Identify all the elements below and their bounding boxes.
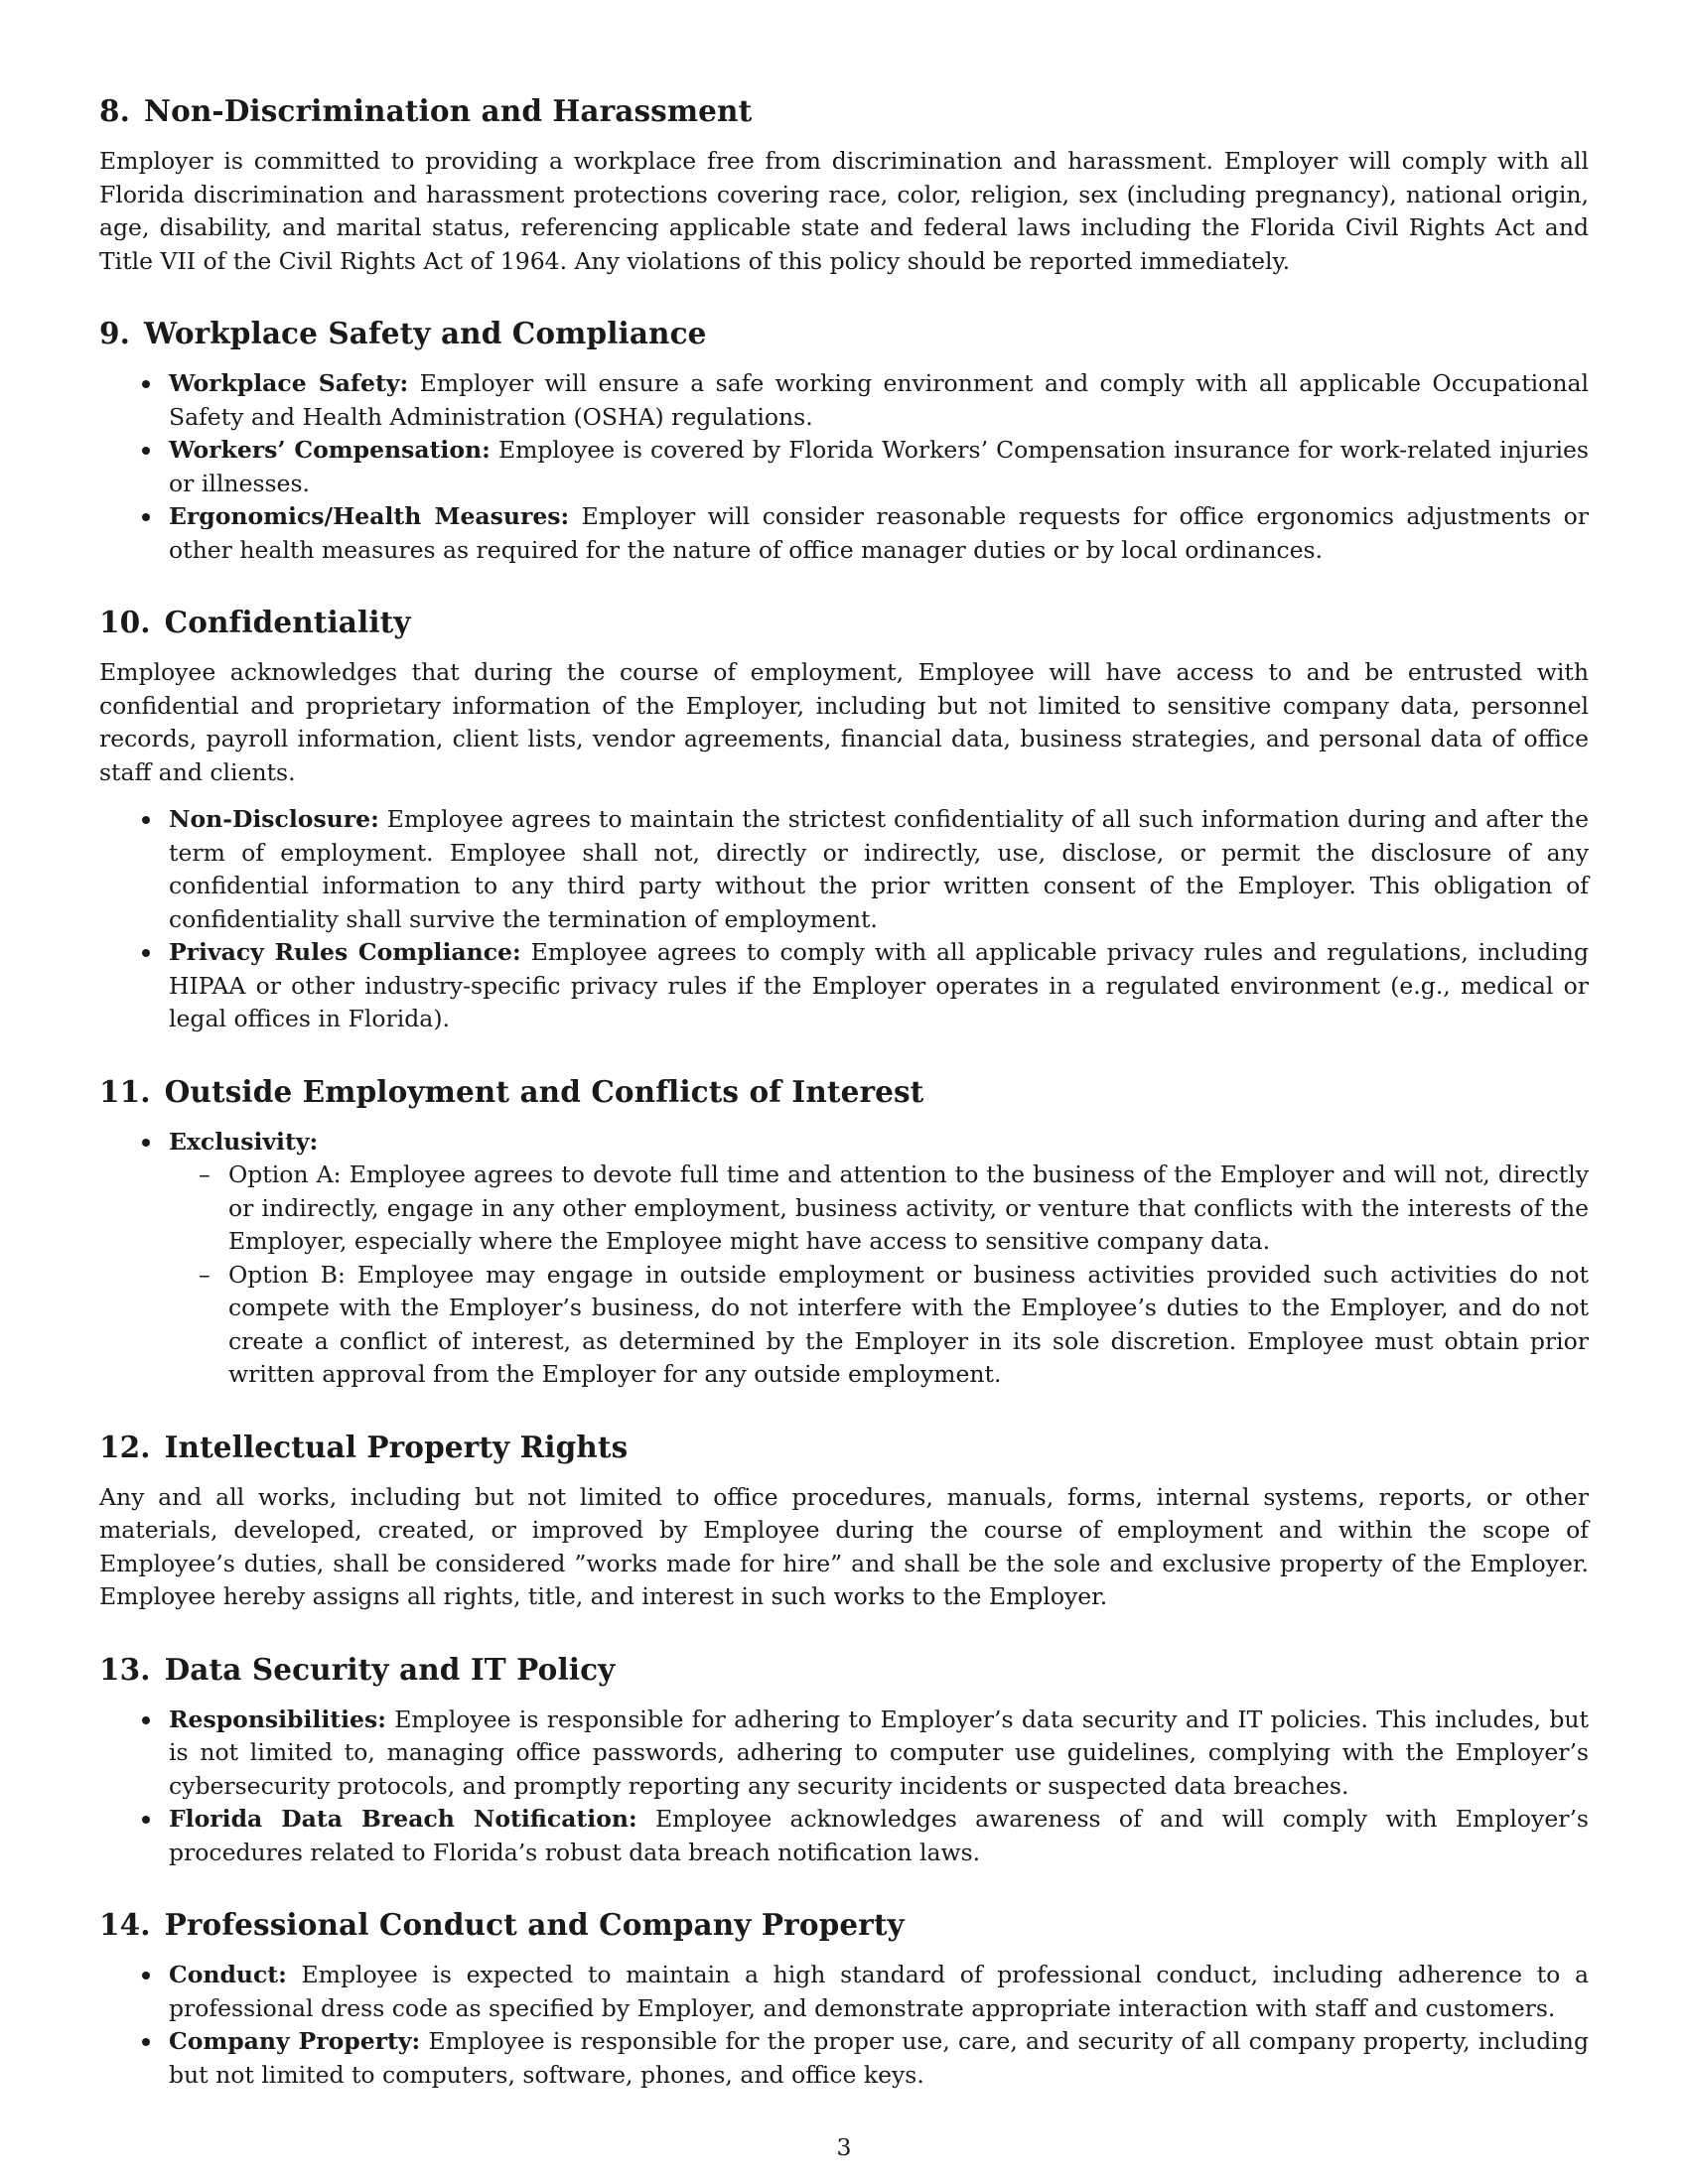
section-9 xyxy=(99,314,1589,567)
item-label: Non-Disclosure: xyxy=(169,805,379,833)
bullet-list xyxy=(99,1126,1589,1392)
section-heading xyxy=(99,1072,1589,1112)
bullet-icon xyxy=(142,816,150,824)
section-title: Workplace Safety and Compliance xyxy=(144,316,707,350)
section-number: 11. xyxy=(99,1073,151,1109)
page-number: 3 xyxy=(836,2133,852,2161)
section-heading xyxy=(99,1650,1589,1690)
section-title: Confidentiality xyxy=(164,605,411,639)
item-label: Company Property: xyxy=(169,2027,421,2055)
sub-list-item xyxy=(169,1159,1589,1259)
bullet-icon xyxy=(142,380,150,388)
list-item xyxy=(99,1126,1589,1392)
item-text: Employee agrees to comply with all applicable privacy rules and regulations, including HIPAA or other industry-specific privacy rules if the Employer operates in a regulated environment (e.g., medical or legal offices in Florida). xyxy=(169,938,1589,1032)
sub-item-text: Option B: Employee may engage in outside employment or business activities provided such activities do not compete with the Employer’s business, do not interfere with the Employee’s duties to the Employer, and do not create a conflict of interest, as determined by the Employer in its sole discretion. Employee must obtain prior written approval from the Employer for any outside employment. xyxy=(228,1260,1589,1388)
item-label: Florida Data Breach Notification: xyxy=(169,1805,637,1833)
section-title: Outside Employment and Conflicts of Interest xyxy=(164,1073,924,1109)
bullet-icon xyxy=(142,1139,150,1147)
list-item xyxy=(99,500,1589,567)
bullet-list xyxy=(99,803,1589,1036)
list-item xyxy=(99,803,1589,936)
item-label: Ergonomics/Health Measures: xyxy=(169,502,570,530)
section-number: 10. xyxy=(99,605,151,639)
section-8 xyxy=(99,91,1589,278)
item-text: Employee is responsible for the proper use, care, and security of all company property, including but not limited to computers, software, phones, and office keys. xyxy=(169,2027,1589,2089)
section-13 xyxy=(99,1650,1589,1870)
bullet-list xyxy=(99,1959,1589,2092)
item-text: Employee is responsible for adhering to Employer’s data security and IT policies. This includes, but is not limited to, managing office passwords, adhering to computer use guidelines, complying with the Employer’s cybersecurity protocols, and promptly reporting any security incidents or suspected data breaches. xyxy=(169,1705,1589,1800)
bullet-icon xyxy=(142,949,150,957)
section-heading xyxy=(99,91,1589,131)
item-text: Employee is expected to maintain a high standard of professional conduct, including adherence to a professional dress code as specified by Employer, and demonstrate appropriate interaction with staff and customers. xyxy=(169,1961,1589,2022)
dash-icon: – xyxy=(199,1260,211,1289)
list-item xyxy=(99,367,1589,434)
item-label: Exclusivity: xyxy=(169,1127,319,1156)
bullet-icon xyxy=(142,1972,150,1979)
section-title: Data Security and IT Policy xyxy=(164,1651,616,1687)
bullet-list xyxy=(99,1704,1589,1870)
list-item xyxy=(99,2025,1589,2092)
section-paragraph: Employer is committed to providing a workplace free from discrimination and harassment. Employer will comply with all Florida discrimination and harassment protections covering race, color, religion, sex (including pregnancy), national origin, age, disability, and marital status, referencing applicable state and federal laws including the Florida Civil Rights Act and Title VII of the Civil Rights Act of 1964. Any violations of this policy should be reported immediately. xyxy=(99,147,1589,275)
section-paragraph: Employee acknowledges that during the course of employment, Employee will have access to and be entrusted with confidential and proprietary information of the Employer, including but not limited to sensitive company data, personnel records, payroll information, client lists, vendor agreements, financial data, business strategies, and personal data of office staff and clients. xyxy=(99,658,1589,786)
sub-list-item xyxy=(169,1259,1589,1392)
sub-item-text: Option A: Employee agrees to devote full time and attention to the business of the Employer and will not, directly or indirectly, engage in any other employment, business activity, or venture that conflicts with the interests of the Employer, especially where the Employee might have access to sensitive company data. xyxy=(228,1160,1589,1255)
item-label: Workers’ Compensation: xyxy=(169,436,491,464)
section-heading xyxy=(99,603,1589,642)
section-11 xyxy=(99,1072,1589,1392)
section-heading xyxy=(99,1905,1589,1945)
list-item xyxy=(99,1803,1589,1869)
section-title: Intellectual Property Rights xyxy=(164,1429,629,1464)
section-14 xyxy=(99,1905,1589,2092)
list-item xyxy=(99,434,1589,500)
section-number: 14. xyxy=(99,1907,151,1942)
list-item xyxy=(99,1704,1589,1804)
bullet-icon xyxy=(142,513,150,521)
dash-icon: – xyxy=(199,1160,211,1188)
section-title: Non-Discrimination and Harassment xyxy=(144,93,753,128)
item-text: Employee acknowledges awareness of and will comply with Employer’s procedures related to Florida’s robust data breach notification laws. xyxy=(169,1805,1589,1866)
section-heading xyxy=(99,314,1589,353)
bullet-icon xyxy=(142,1816,150,1824)
item-text: Employee agrees to maintain the strictest confidentiality of all such information during and after the term of employment. Employee shall not, directly or indirectly, use, disclose, or permit the disclosure of any confidential information to any third party without the prior written consent of the Employer. This obligation of confidentiality shall survive the termination of employment. xyxy=(169,805,1589,933)
section-number: 12. xyxy=(99,1429,151,1464)
item-label: Workplace Safety: xyxy=(169,369,409,397)
item-text: Employer will ensure a safe working environment and comply with all applicable Occupational Safety and Health Administration (OSHA) regulations. xyxy=(169,369,1589,431)
item-label: Responsibilities: xyxy=(169,1705,386,1733)
section-10 xyxy=(99,603,1589,1036)
bullet-list xyxy=(99,367,1589,567)
section-number: 8. xyxy=(99,93,130,128)
item-label: Conduct: xyxy=(169,1961,287,1988)
bullet-icon xyxy=(142,1716,150,1724)
section-title: Professional Conduct and Company Property xyxy=(164,1907,905,1942)
list-item xyxy=(99,936,1589,1036)
bullet-icon xyxy=(142,2038,150,2046)
section-12 xyxy=(99,1428,1589,1614)
section-paragraph: Any and all works, including but not limited to office procedures, manuals, forms, internal systems, reports, or other materials, developed, created, or improved by Employee during the course of employment and within the scope of Employee’s duties, shall be considered ”works made for hire” and shall be the sole and exclusive property of the Employer. Employee hereby assigns all rights, title, and interest in such works to the Employer. xyxy=(99,1482,1589,1610)
section-number: 13. xyxy=(99,1651,151,1687)
item-text: Employee is covered by Florida Workers’ Compensation insurance for work-related injuries or illnesses. xyxy=(169,436,1589,497)
item-text: Employer will consider reasonable requests for office ergonomics adjustments or other health measures as required for the nature of office manager duties or by local ordinances. xyxy=(169,502,1590,564)
section-heading xyxy=(99,1428,1589,1467)
document-body xyxy=(99,91,1589,2092)
bullet-icon xyxy=(142,447,150,455)
section-number: 9. xyxy=(99,316,130,350)
sub-list xyxy=(169,1159,1589,1392)
item-label: Privacy Rules Compliance: xyxy=(169,938,521,966)
list-item xyxy=(99,1959,1589,2025)
